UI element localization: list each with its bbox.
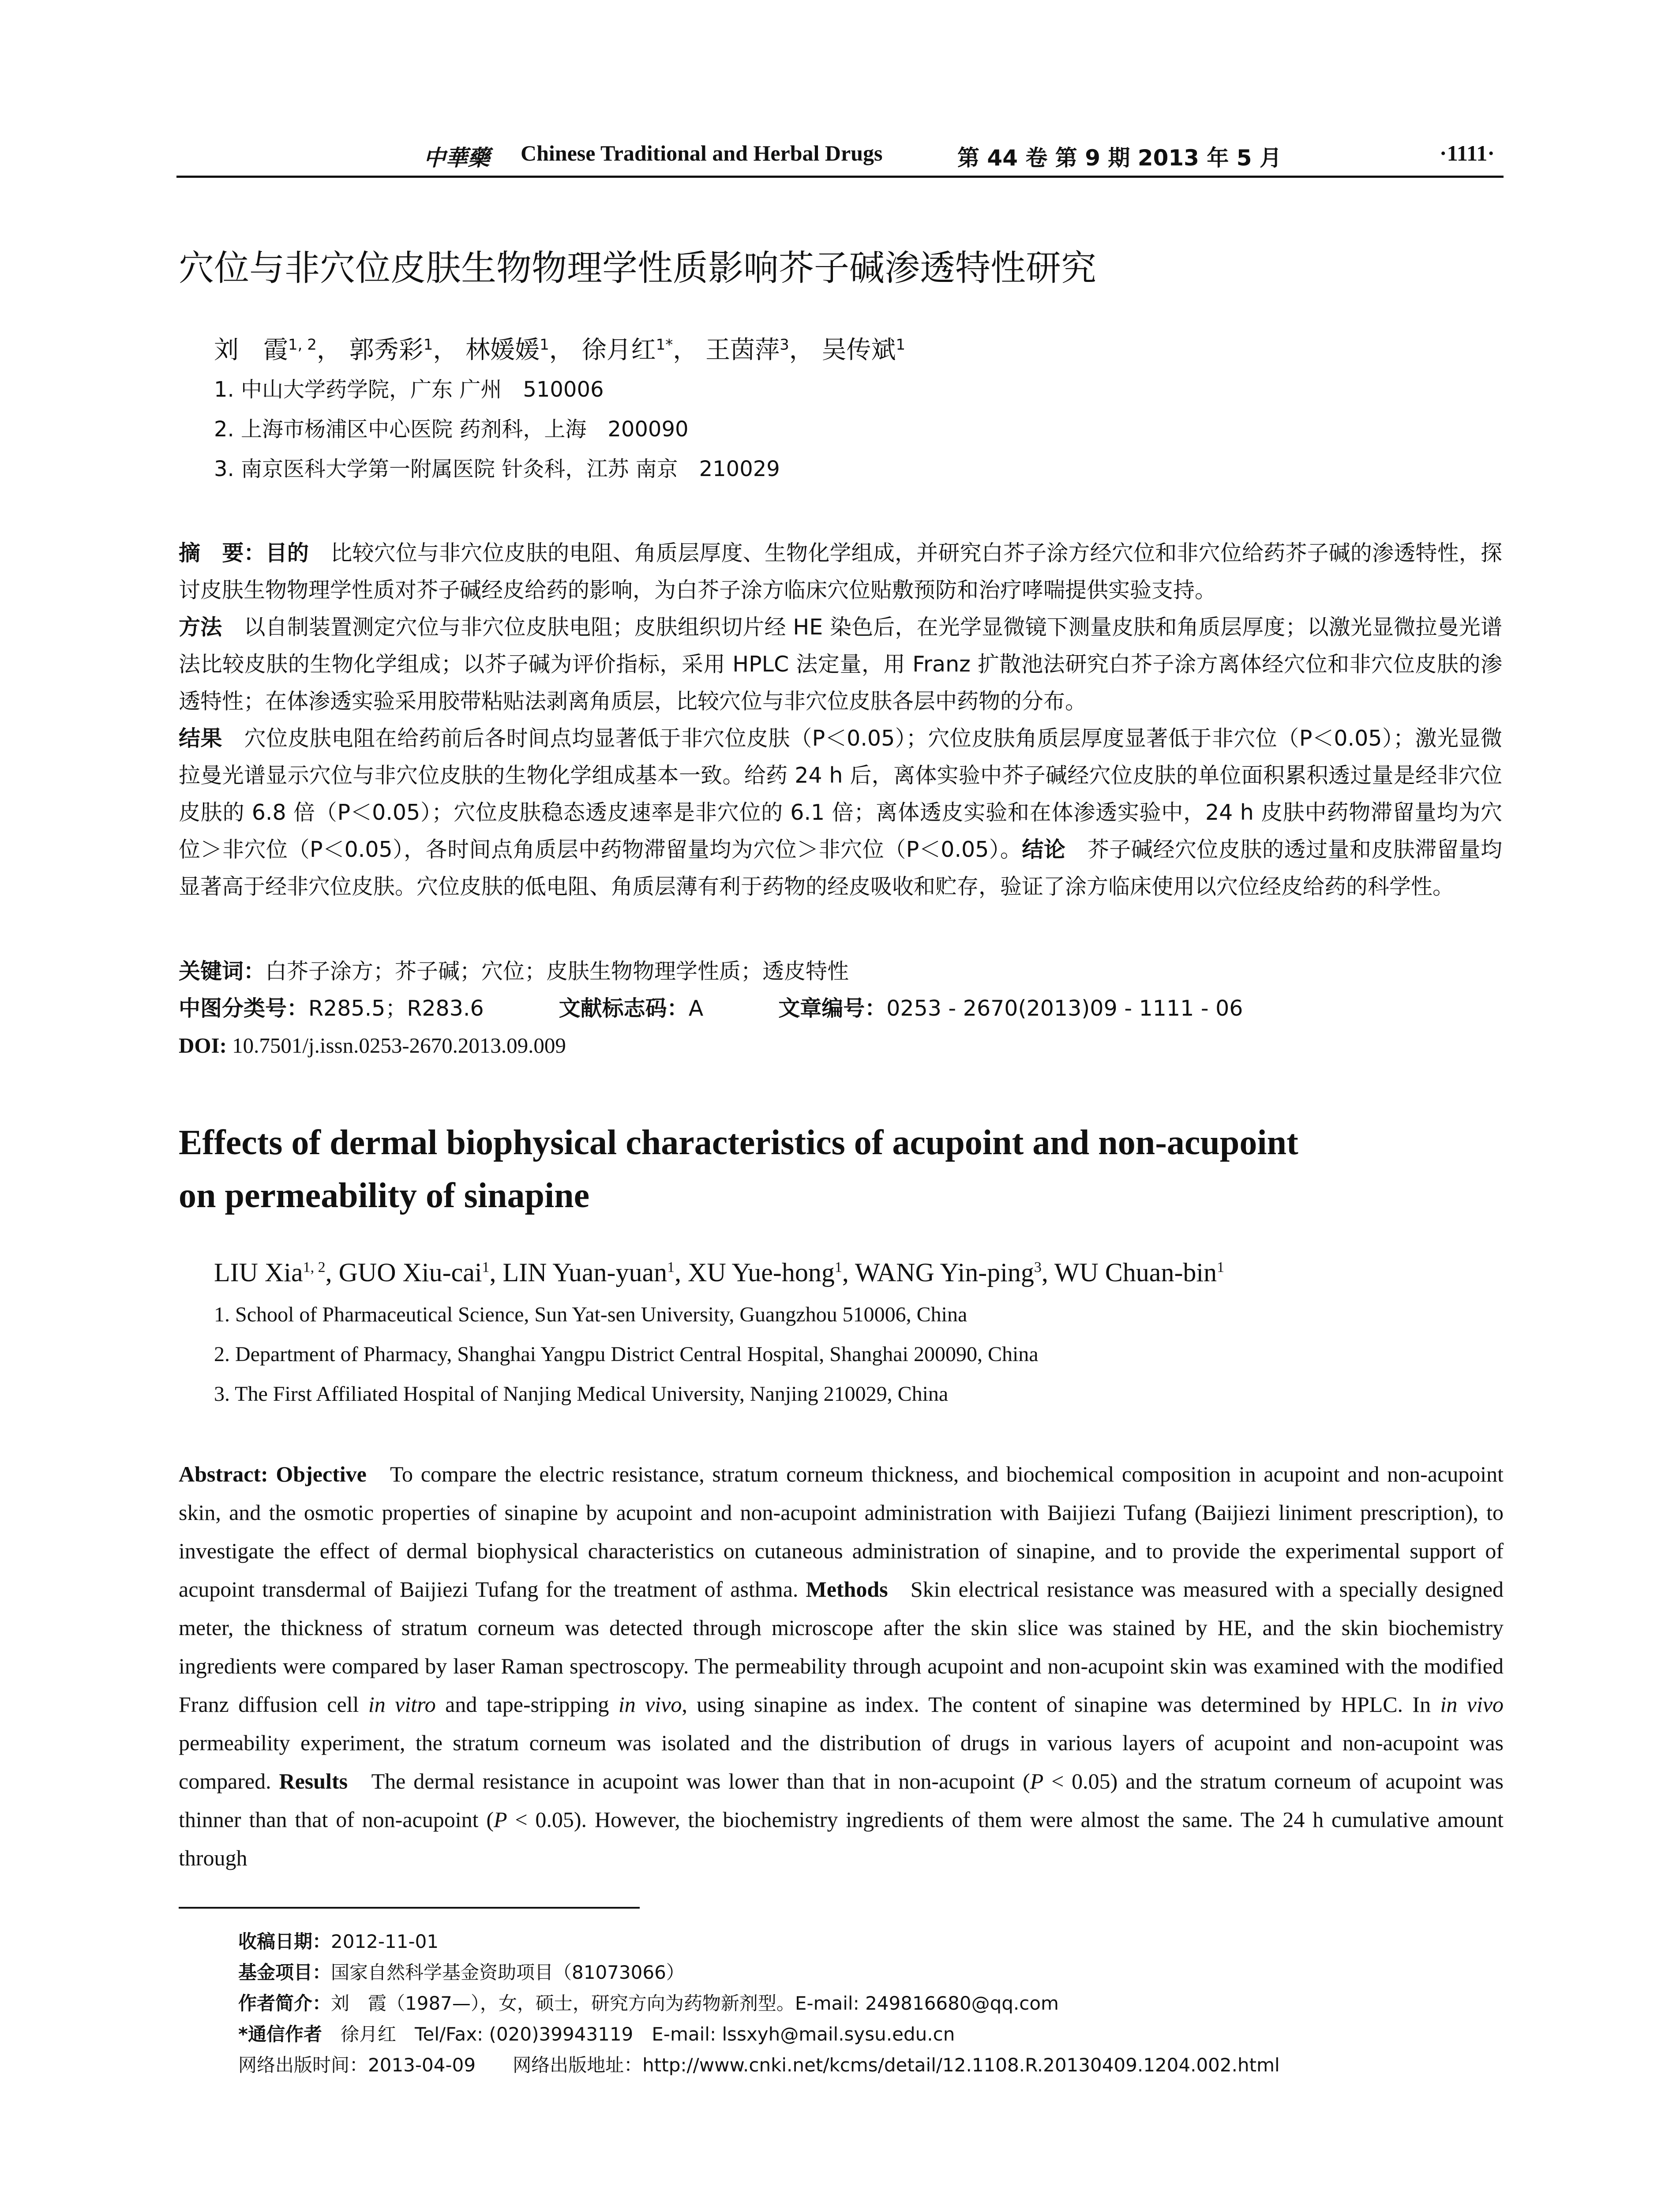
objective-text: 比较穴位与非穴位皮肤的电阻、角质层厚度、生物化学组成，并研究白芥子涂方经穴位和非穴位给药芥子碱的渗透特性，探讨皮肤生物物理学性质对芥子碱经皮给药的影响，为白芥子涂方临床穴位贴敷预防和治疗哮喘提供实验支持。 bbox=[179, 540, 1502, 603]
author: 刘 霞 bbox=[214, 336, 288, 364]
bio-label: 作者简介： bbox=[238, 1992, 331, 2014]
abstract-cn bbox=[179, 535, 1502, 905]
fund-value: 国家自然科学基金资助项目（81073066） bbox=[331, 1962, 685, 1983]
author: LIN Yuan-yuan bbox=[502, 1258, 668, 1287]
results-label: Results bbox=[279, 1769, 348, 1793]
title-en-line: on permeability of sinapine bbox=[179, 1176, 590, 1215]
affiliation: 3. 南京医科大学第一附属医院 针灸科，江苏 南京 210029 bbox=[214, 457, 780, 481]
journal-name: Chinese Traditional and Herbal Drugs bbox=[521, 141, 883, 165]
title-en bbox=[179, 1116, 1502, 1222]
clc-label: 中图分类号： bbox=[179, 996, 309, 1021]
fund-note bbox=[238, 1957, 1500, 1988]
abstract-label: 摘 要： bbox=[179, 540, 266, 566]
author: 吴传斌 bbox=[821, 336, 896, 364]
methods-text: and tape-stripping bbox=[445, 1692, 609, 1717]
online-url-label: 网络出版地址： bbox=[513, 2054, 643, 2076]
author-affiliation-mark: 1 bbox=[482, 1259, 490, 1276]
methods-label: Methods bbox=[806, 1577, 888, 1602]
online-publication bbox=[238, 2050, 1500, 2081]
author: GUO Xiu-cai bbox=[338, 1258, 482, 1287]
in-vitro-term: in vitro bbox=[368, 1692, 436, 1717]
online-time-label: 网络出版时间： bbox=[238, 2054, 368, 2076]
corr-label: *通信作者 bbox=[238, 2023, 322, 2045]
methods-text: , using sinapine as index. The content of sinapine was determined by HPLC. In bbox=[682, 1692, 1431, 1717]
affiliation: 1. 中山大学药学院，广东 广州 510006 bbox=[214, 377, 604, 402]
page-number: ·1111· bbox=[1439, 141, 1495, 165]
article-no: 0253 - 2670(2013)09 - 1111 - 06 bbox=[886, 996, 1243, 1021]
in-vivo-term: in vivo bbox=[1440, 1692, 1504, 1717]
journal-issue: 第 44 卷 第 9 期 2013 年 5 月 bbox=[957, 145, 1282, 171]
doi-link[interactable]: 10.7501/j.issn.0253-2670.2013.09.009 bbox=[232, 1033, 566, 1058]
author-bio bbox=[238, 1988, 1500, 2019]
p-value-symbol: P bbox=[493, 1807, 507, 1832]
journal-logo-cn: 中華藥 bbox=[424, 145, 490, 171]
abstract-objective-label: Abstract: Objective bbox=[179, 1462, 367, 1486]
author-affiliation-mark: 1 bbox=[834, 1259, 842, 1276]
results-label: 结果 bbox=[179, 726, 223, 751]
conclusion-label: 结论 bbox=[1022, 837, 1066, 862]
affiliation: 2. 上海市杨浦区中心医院 药剂科，上海 200090 bbox=[214, 417, 689, 442]
article-meta-cn bbox=[179, 953, 1502, 1064]
footnotes bbox=[238, 1926, 1500, 2081]
authors-en: LIU Xia$^{1, 2}$, GUO Xiu-cai$^1$, LIN Yuan-yuan$^1$, XU Yue-hong$^1$, WANG Yin-ping$^3$, WU Chuan-bin$^1$ bbox=[214, 1258, 1225, 1287]
doccode: A bbox=[688, 996, 704, 1021]
in-vivo-term: in vivo bbox=[618, 1692, 682, 1717]
author-affiliation-mark: 1 bbox=[423, 336, 433, 354]
author-affiliation-mark: 1, 2 bbox=[288, 336, 317, 354]
methods-text: Skin electrical resistance was measured with a specially designed meter, the thickness of stratum corneum was detected through microscope after the skin slice was stained by HE, and the skin biochemistry ingredients were compared by laser Raman spectroscopy. The permeability through acupoint and non-acupoint skin was examined with the modified Franz diffusion cell bbox=[179, 1577, 1504, 1717]
results-text: 穴位皮肤电阻在给药前后各时间点均显著低于非穴位皮肤（P＜0.05）；穴位皮肤角质层厚度显著低于非穴位（P＜0.05）；激光显微拉曼光谱显示穴位与非穴位皮肤的生物化学组成基本一致。给药 24 h 后，离体实验中芥子碱经穴位皮肤的单位面积累积透过量是经非穴位皮肤的 6.8 倍（P＜0.05）；穴位皮肤稳态透皮速率是非穴位的 6.1 倍；离体透皮实验和在体渗透实验中，24 h 皮肤中药物滞留量均为穴位＞非穴位（P＜0.05），各时间点角质层中药物滞留量均为穴位＞非穴位（P＜0.05）。 bbox=[179, 726, 1502, 862]
objective-label: 目的 bbox=[265, 540, 309, 566]
affiliations-cn bbox=[214, 370, 780, 489]
author: 王茵萍 bbox=[705, 336, 780, 364]
online-time: 2013-04-09 bbox=[368, 2054, 476, 2076]
author: XU Yue-hong bbox=[688, 1258, 835, 1287]
author: WU Chuan-bin bbox=[1054, 1258, 1217, 1287]
article-no-label: 文章编号： bbox=[778, 996, 887, 1021]
bio-value: 刘 霞（1987—），女，硕士，研究方向为药物新剂型。E-mail: 249816680@qq.com bbox=[331, 1992, 1059, 2014]
results-text: The dermal resistance in acupoint was lower than that in non-acupoint ( bbox=[371, 1769, 1030, 1793]
author: 郭秀彩 bbox=[349, 336, 424, 364]
affiliation: 1. School of Pharmaceutical Science, Sun Yat-sen University, Guangzhou 510006, China bbox=[214, 1303, 968, 1326]
author: 林媛媛 bbox=[465, 336, 540, 364]
online-url-link[interactable]: http://www.cnki.net/kcms/detail/12.1108.R.20130409.1204.002.html bbox=[642, 2054, 1280, 2076]
methods-text: permeability experiment, the stratum corneum was isolated and the distribution of drugs in various layers of acupoint and non-acupoint was compared. bbox=[179, 1730, 1504, 1793]
doi-label: DOI: bbox=[179, 1033, 227, 1058]
corr-value: 徐月红 Tel/Fax: (020)39943119 E-mail: lssxyh@mail.sysu.edu.cn bbox=[340, 2023, 955, 2045]
doccode-label: 文献标志码： bbox=[559, 996, 689, 1021]
doi-line bbox=[179, 1027, 1502, 1064]
author-affiliation-mark: 1 bbox=[540, 336, 549, 354]
objective-text: To compare the electric resistance, stratum corneum thickness, and biochemical composition in acupoint and non-acupoint skin, and the osmotic properties of sinapine by acupoint and non-acupoint administration with Baijiezi Tufang (Baijiezi liniment prescription), to investigate the effect of dermal biophysical characteristics on cutaneous administration of sinapine, and to provide the experimental support of acupoint transdermal of Baijiezi Tufang for the treatment of asthma. bbox=[179, 1462, 1504, 1602]
authors-cn: 刘 霞$^{1, 2}$， 郭秀彩$^1$， 林媛媛$^1$， 徐月红$^{1*}$， 王茵萍$^3$， 吴传斌$^1$ bbox=[214, 336, 906, 364]
methods-text: 以自制装置测定穴位与非穴位皮肤电阻；皮肤组织切片经 HE 染色后，在光学显微镜下测量皮肤和角质层厚度；以激光显微拉曼光谱法比较皮肤的生物化学组成；以芥子碱为评价指标，采用 HPLC 法定量，用 Franz 扩散池法研究白芥子涂方离体经穴位和非穴位皮肤的渗透特性；在体渗透实验采用胶带粘贴法剥离角质层，比较穴位与非穴位皮肤各层中药物的分布。 bbox=[179, 615, 1502, 714]
author: LIU Xia bbox=[214, 1258, 303, 1287]
received-label: 收稿日期： bbox=[238, 1931, 331, 1952]
author-affiliation-mark: 1, 2 bbox=[303, 1259, 326, 1276]
clc-code: R285.5；R283.6 bbox=[308, 996, 484, 1021]
results-text: < 0.05). However, the biochemistry ingredients of them were almost the same. The 24 h cumulative amount through bbox=[179, 1807, 1504, 1870]
received-value: 2012-11-01 bbox=[331, 1931, 439, 1952]
author-affiliation-mark: 1 bbox=[1217, 1259, 1225, 1276]
p-value-symbol: P bbox=[1030, 1769, 1044, 1793]
keywords: 白芥子涂方；芥子碱；穴位；皮肤生物物理学性质；透皮特性 bbox=[265, 959, 849, 984]
author-affiliation-mark: 1* bbox=[656, 336, 673, 354]
author-affiliation-mark: 1 bbox=[667, 1259, 675, 1276]
received-date bbox=[238, 1926, 1500, 1957]
title-cn: 穴位与非穴位皮肤生物物理学性质影响芥子碱渗透特性研究 bbox=[179, 248, 1096, 289]
fund-label: 基金项目： bbox=[238, 1962, 331, 1983]
running-header bbox=[176, 140, 1504, 172]
affiliations-en bbox=[214, 1295, 1039, 1414]
author: 徐月红 bbox=[581, 336, 656, 364]
author-affiliation-mark: 3 bbox=[780, 336, 789, 354]
affiliation: 3. The First Affiliated Hospital of Nanjing Medical University, Nanjing 210029, China bbox=[214, 1382, 949, 1406]
author-affiliation-mark: 1 bbox=[896, 336, 906, 354]
conclusion-text: 芥子碱经穴位皮肤的透过量和皮肤滞留量均显著高于经非穴位皮肤。穴位皮肤的低电阻、角质层薄有利于药物的经皮吸收和贮存，验证了涂方临床使用以穴位经皮给药的科学性。 bbox=[179, 837, 1502, 899]
footnote-rule bbox=[179, 1907, 640, 1909]
results-text: < 0.05) and the stratum corneum of acupoint was thinner than that of non-acupoint ( bbox=[179, 1769, 1504, 1832]
methods-label: 方法 bbox=[179, 615, 222, 640]
title-en-line: Effects of dermal biophysical characteristics of acupoint and non-acupoint bbox=[179, 1123, 1298, 1162]
abstract-en bbox=[179, 1455, 1504, 1877]
author: WANG Yin-ping bbox=[855, 1258, 1034, 1287]
affiliation: 2. Department of Pharmacy, Shanghai Yangpu District Central Hospital, Shanghai 200090, China bbox=[214, 1343, 1039, 1366]
header-rule bbox=[176, 176, 1504, 178]
corresponding-author bbox=[238, 2019, 1500, 2050]
keywords-label: 关键词： bbox=[179, 959, 266, 984]
keywords-line bbox=[179, 953, 1502, 990]
classification-line bbox=[179, 990, 1502, 1027]
author-affiliation-mark: 3 bbox=[1034, 1259, 1042, 1276]
